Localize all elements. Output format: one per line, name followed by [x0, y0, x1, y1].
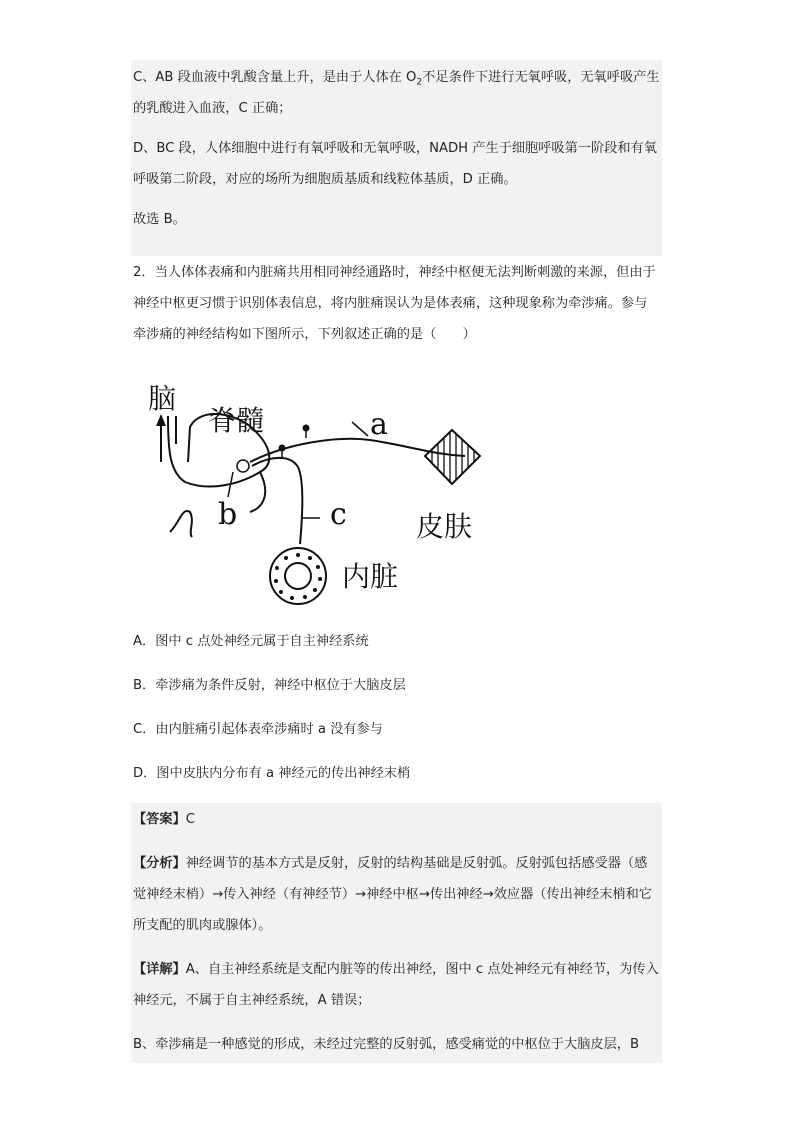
ganglion-a: [303, 425, 310, 432]
analysis-line: 【分析】神经调节的基本方式是反射，反射的结构基础是反射弧。反射弧包括感受器（感觉神经末梢）→传入神经（有神经节）→神经中枢→传出神经→效应器（传出神经末梢和它所支配的肌肉或腺体）。: [133, 856, 652, 933]
option-d: D．图中皮肤内分布有 a 神经元的传出神经末梢: [133, 766, 411, 781]
viscera-inner: [285, 563, 311, 589]
label-c: c: [330, 497, 347, 532]
label-a-leader: [352, 422, 368, 436]
analysis-conclusion: 故选 B。: [133, 212, 186, 227]
label-a: a: [370, 407, 388, 442]
option-b: B．牵涉痛为条件反射，神经中枢位于大脑皮层: [133, 678, 406, 693]
option-c: C．由内脏痛引起体表牵涉痛时 a 没有参与: [133, 722, 383, 737]
question-stem: 2．当人体体表痛和内脏痛共用相同神经通路时，神经中枢便无法判断刺激的来源，但由于神经中枢更习惯于识别体表信息，将内脏痛误认为是体表痛，这种现象称为牵涉痛。参与牵涉痛的神经结构如下图所示，下列叙述正确的是（ ）: [133, 265, 656, 342]
spinal-lower: [250, 472, 265, 512]
options-list: [131, 626, 662, 789]
detail-a: 【详解】A、自主神经系统是支配内脏等的传出神经，图中 c 点处神经元有神经节，为传入神经元，不属于自主神经系统，A 错误；: [133, 962, 659, 1008]
analysis-c: C、AB 段血液中乳酸含量上升，是由于人体在 $O_2$不足条件下进行无氧呼吸，无氧呼吸产生的乳酸进入血液，C 正确；: [133, 70, 660, 116]
answer-section: [131, 803, 662, 1063]
neuron-c: [252, 458, 302, 544]
detail-b: B、牵涉痛是一种感觉的形成，未经过完整的反射弧，感受痛觉的中枢位于大脑皮层，B: [133, 1037, 640, 1052]
skin-diamond: [425, 430, 480, 484]
spinal-bottom: [170, 511, 192, 537]
label-viscera: 内脏: [342, 560, 399, 593]
label-skin: 皮肤: [416, 510, 473, 543]
arrow-head: [156, 414, 166, 426]
skin-hatching: [432, 432, 474, 482]
interneuron: [237, 460, 249, 472]
label-b: b: [218, 497, 238, 532]
answer-line: 【答案】C: [133, 812, 195, 827]
analysis-d: D、BC 段，人体细胞中进行有氧呼吸和无氧呼吸，NADH 产生于细胞呼吸第一阶段和有氧呼吸第二阶段，对应的场所为细胞质基质和线粒体基质，D 正确。: [133, 141, 657, 187]
label-brain: 脑: [148, 382, 177, 415]
nerve-structure-figure: [140, 372, 500, 608]
option-a: A．图中 c 点处神经元属于自主神经系统: [133, 634, 369, 649]
previous-analysis: [131, 60, 662, 256]
label-spinal-cord: 脊髓: [208, 404, 265, 437]
ganglion-c: [279, 445, 286, 452]
